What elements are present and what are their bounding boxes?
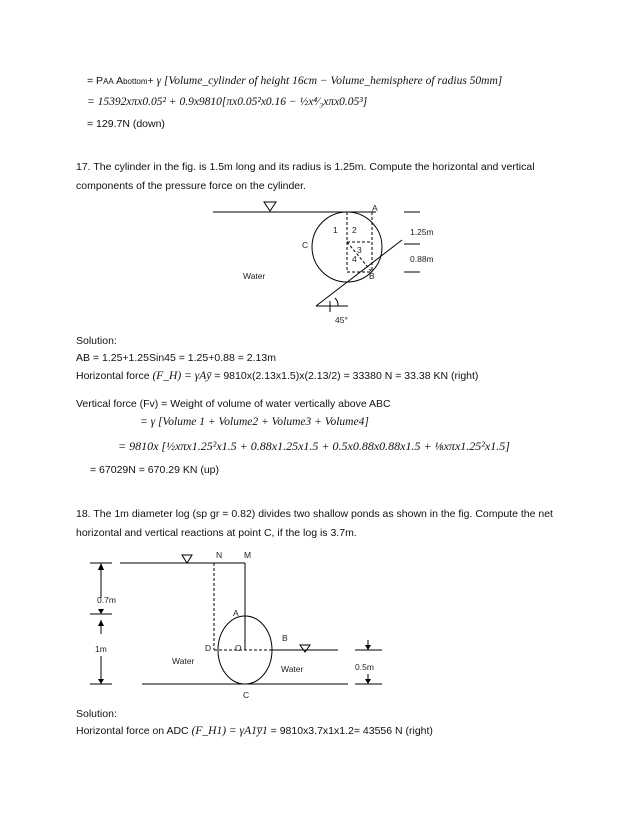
p18-h-math: (F_H1) = γA1y̅1 bbox=[191, 725, 268, 737]
p17-solution-label: Solution: bbox=[76, 335, 117, 347]
p18-horizontal bbox=[76, 724, 433, 738]
p17-v-line-1: Vertical force (Fv) = Weight of volume of water vertically above ABC bbox=[76, 398, 391, 410]
eq-sub-aa: AA bbox=[103, 77, 114, 86]
eq-line-2: = 15392xπx0.05² + 0.9x9810[πx0.05²x0.16 − ½x⁴⁄₃xπx0.05³] bbox=[87, 96, 368, 108]
fig18-drawing bbox=[90, 555, 382, 684]
fig18-label-c: C bbox=[243, 690, 250, 700]
fig18-label-m: M bbox=[244, 550, 252, 560]
fig18-label-o: O bbox=[235, 643, 242, 653]
p17-v-line-3: = 9810x [½xπx1.25²x1.5 + 0.88x1.25x1.5 + 0.5x0.88x0.88x1.5 + ⅛xπx1.25²x1.5] bbox=[118, 439, 510, 453]
eq-prefix: = P bbox=[87, 75, 104, 87]
fig17-label-1: 1 bbox=[333, 225, 338, 235]
fig17-dim-bottom: 0.88m bbox=[410, 254, 434, 264]
fig17-label-c: C bbox=[302, 240, 309, 250]
fig18-label-b: B bbox=[282, 633, 288, 643]
fig18-label-d: D bbox=[205, 643, 212, 653]
p17-text-1: 17. The cylinder in the fig. is 1.5m long and its radius is 1.25m. Compute the horizontal and vertical bbox=[76, 161, 535, 173]
fig17-label-water: Water bbox=[243, 271, 266, 281]
water-surface-right-icon bbox=[300, 645, 310, 652]
p17-text-2: components of the pressure force on the cylinder. bbox=[76, 180, 306, 192]
fig17-dim-top: 1.25m bbox=[410, 227, 434, 237]
fig18-water-left: Water bbox=[172, 656, 195, 666]
p17-h-math: (F_H) = γAȳ bbox=[152, 370, 212, 382]
fig18-label-n: N bbox=[216, 550, 223, 560]
p18-text-2: horizontal and vertical reactions at point C, if the log is 3.7m. bbox=[76, 527, 357, 539]
p18-h-prefix: Horizontal force on ADC bbox=[76, 725, 192, 737]
fig17-label-b: B bbox=[369, 271, 375, 281]
fig17-label-a: A bbox=[372, 203, 378, 213]
water-surface-icon bbox=[264, 202, 276, 211]
fig18-dim-1m: 1m bbox=[95, 644, 107, 654]
p18-solution-label: Solution: bbox=[76, 708, 117, 720]
p17-v-line-4: = 67029N = 670.29 KN (up) bbox=[90, 464, 220, 476]
p17-ab-line: AB = 1.25+1.25Sin45 = 1.25+0.88 = 2.13m bbox=[76, 352, 276, 364]
fig18-water-right: Water bbox=[281, 664, 304, 674]
fig17-angle: 45° bbox=[335, 315, 348, 325]
fig17-label-4: 4 bbox=[352, 254, 357, 264]
p18-h-rest: = 9810x3.7x1x1.2= 43556 N (right) bbox=[267, 725, 433, 737]
fig18-dim-05: 0.5m bbox=[355, 662, 374, 672]
p17-horizontal bbox=[76, 369, 478, 383]
fig18-dim-07: 0.7m bbox=[97, 595, 116, 605]
water-surface-left-icon bbox=[182, 555, 192, 563]
fig17-label-2: 2 bbox=[352, 225, 357, 235]
eq-plus: + bbox=[147, 75, 157, 87]
eq-math-1: γ [Volume_cylinder of height 16cm − Volume_hemisphere of radius 50mm] bbox=[156, 75, 503, 87]
fig17-label-3: 3 bbox=[357, 245, 362, 255]
p17-h-rest: = 9810x(2.13x1.5)x(2.13/2) = 33380 N = 33.38 KN (right) bbox=[211, 370, 479, 382]
p17-v-line-2: = γ [Volume 1 + Volume2 + Volume3 + Volume4] bbox=[140, 416, 369, 428]
eq-a: A bbox=[113, 75, 124, 87]
eq-sub-bottom: bottom bbox=[123, 77, 148, 86]
fig18-label-a: A bbox=[233, 608, 239, 618]
p17-h-prefix: Horizontal force bbox=[76, 370, 153, 382]
p18-text-1: 18. The 1m diameter log (sp gr = 0.82) divides two shallow ponds as shown in the fig. Compute the net bbox=[76, 508, 553, 520]
eq-line-3: = 129.7N (down) bbox=[87, 118, 165, 130]
fig17-drawing bbox=[213, 202, 420, 312]
